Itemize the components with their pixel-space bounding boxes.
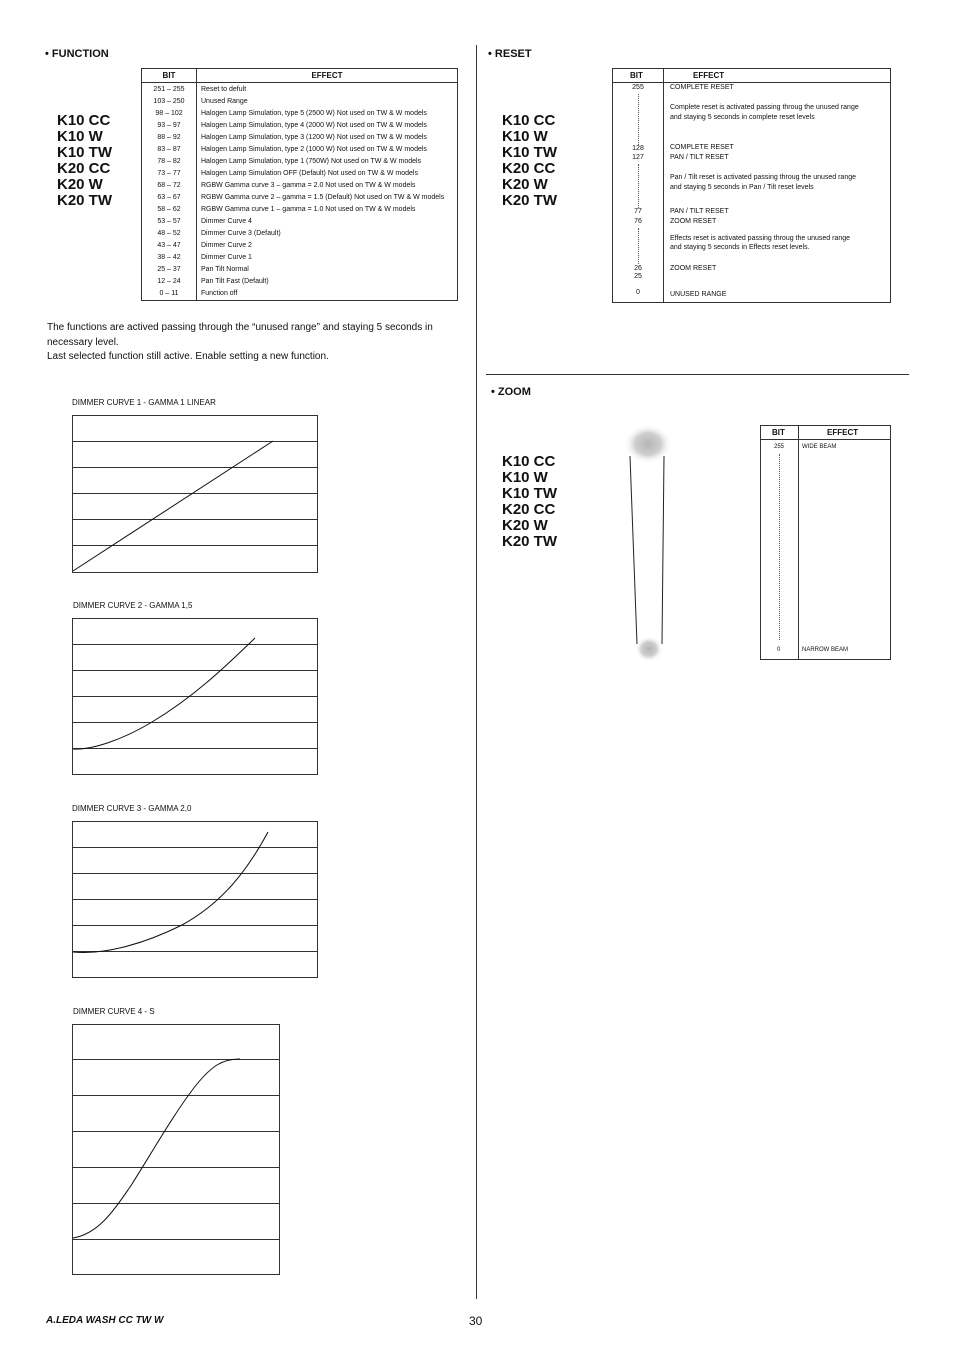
bit-value: 76 <box>634 218 642 225</box>
bit-column-header: BIT <box>142 69 197 83</box>
model-label: K20 TW <box>502 533 558 550</box>
table-row <box>142 167 458 179</box>
table-row <box>142 131 458 143</box>
model-label: K10 CC <box>502 112 556 129</box>
curve-4-caption: DIMMER CURVE 4 - S <box>73 1007 155 1016</box>
bit-cell: 58 – 62 <box>142 203 197 215</box>
bit-cell: 48 – 52 <box>142 228 197 240</box>
effect-label: COMPLETE RESET <box>670 144 734 151</box>
model-label: K10 W <box>57 128 103 145</box>
range-dots <box>638 164 639 208</box>
model-label: K10 CC <box>502 453 556 470</box>
effect-note: Effects reset is activated passing throug the unused range <box>670 235 851 242</box>
bit-cell: 53 – 57 <box>142 216 197 228</box>
effect-cell: Pan Tilt Normal <box>201 266 249 274</box>
table-row <box>142 240 458 252</box>
bit-cell: 38 – 42 <box>142 252 197 264</box>
bit-value: 77 <box>634 208 642 215</box>
table-header-row <box>613 69 890 83</box>
table-row <box>142 95 458 107</box>
model-label: K10 W <box>502 128 548 145</box>
zoom-section-title: • ZOOM <box>491 386 531 398</box>
effect-cell: Halogen Lamp Simulation, type 4 (2000 W) Not used on TW & W models <box>201 121 427 129</box>
model-label: K10 CC <box>57 112 111 129</box>
function-description <box>47 321 467 365</box>
curve-line <box>73 441 273 571</box>
effect-label: COMPLETE RESET <box>670 84 734 91</box>
table-row <box>142 288 458 301</box>
table-row <box>142 179 458 191</box>
reset-table <box>612 68 891 303</box>
curve-2-graph <box>72 618 318 775</box>
curve-line <box>73 832 268 953</box>
effect-cell: Dimmer Curve 2 <box>201 242 252 250</box>
bit-value: 127 <box>632 154 644 161</box>
effect-cell: Unused Range <box>201 97 248 105</box>
curve-3-graph <box>72 821 318 978</box>
curve-line <box>73 638 255 749</box>
bit-value: 25 <box>634 273 642 280</box>
effect-column-header: EFFECT <box>197 69 458 83</box>
bit-value: 128 <box>632 145 644 152</box>
effect-label: UNUSED RANGE <box>670 291 727 298</box>
bit-cell: 88 – 92 <box>142 131 197 143</box>
page-number: 30 <box>469 1314 483 1328</box>
model-label: K20 CC <box>57 160 111 177</box>
curve-2-caption: DIMMER CURVE 2 - GAMMA 1,5 <box>73 601 193 610</box>
model-label: K20 W <box>502 176 548 193</box>
effect-cell: Halogen Lamp Simulation, type 2 (1000 W) Not used on TW & W models <box>201 145 427 153</box>
effect-cell: Halogen Lamp Simulation OFF (Default) Not used on TW & W models <box>201 169 418 177</box>
section-divider <box>486 374 909 375</box>
effect-label: ZOOM RESET <box>670 265 717 272</box>
effect-label: NARROW BEAM <box>802 647 849 653</box>
range-dots <box>638 94 639 145</box>
zoom-table <box>760 425 891 660</box>
effect-note: Pan / Tilt reset is activated passing throug the unused range <box>670 174 857 181</box>
model-label: K20 CC <box>502 501 556 518</box>
narrow-beam-spot-icon <box>635 636 663 662</box>
effect-column-header: EFFECT <box>693 71 725 80</box>
function-table <box>141 68 458 301</box>
column-divider <box>798 426 799 659</box>
bit-cell: 93 – 97 <box>142 119 197 131</box>
model-label: K20 TW <box>57 192 113 209</box>
bit-cell: 43 – 47 <box>142 240 197 252</box>
table-row <box>142 107 458 119</box>
table-header-row <box>761 426 890 440</box>
curve-3-caption: DIMMER CURVE 3 - GAMMA 2,0 <box>72 804 192 813</box>
model-label: K10 TW <box>57 144 113 161</box>
table-row <box>142 203 458 215</box>
reset-section-title: • RESET <box>488 48 532 60</box>
range-dots <box>638 228 639 264</box>
effect-label: PAN / TILT RESET <box>670 154 729 161</box>
bit-column-header: BIT <box>630 71 643 80</box>
effect-note: and staying 5 seconds in Effects reset levels. <box>670 244 810 251</box>
column-divider <box>476 45 477 1299</box>
effect-column-header: EFFECT <box>827 428 859 437</box>
model-label: K20 TW <box>502 192 558 209</box>
effect-label: PAN / TILT RESET <box>670 208 729 215</box>
bit-cell: 103 – 250 <box>142 95 197 107</box>
curve-4-graph <box>72 1024 280 1275</box>
effect-note: Complete reset is activated passing throug the unused range <box>670 104 859 111</box>
effect-cell: Halogen Lamp Simulation, type 3 (1200 W) Not used on TW & W models <box>201 133 427 141</box>
effect-cell: Pan Tilt Fast (Default) <box>201 278 269 286</box>
effect-note: and staying 5 seconds in complete reset levels <box>670 114 815 121</box>
bit-cell: 63 – 67 <box>142 191 197 203</box>
bit-cell: 25 – 37 <box>142 264 197 276</box>
wide-beam-spot-icon <box>624 424 672 464</box>
table-row <box>142 276 458 288</box>
effect-cell: RGBW Gamma curve 1 – gamma = 1.0 Not used on TW & W models <box>201 205 416 213</box>
model-label: K10 TW <box>502 144 558 161</box>
effect-label: WIDE BEAM <box>802 444 837 450</box>
beam-edge-line <box>662 456 664 644</box>
curve-line <box>73 1059 240 1238</box>
table-header-row <box>142 69 458 83</box>
bit-cell: 68 – 72 <box>142 179 197 191</box>
description-line: The functions are actived passing through the “unused range” and staying 5 seconds in necessary level. <box>47 322 433 348</box>
beam-edge-line <box>630 456 637 644</box>
effect-cell: Dimmer Curve 4 <box>201 218 252 226</box>
table-row <box>142 119 458 131</box>
table-row <box>142 143 458 155</box>
table-row <box>142 191 458 203</box>
effect-cell: RGBW Gamma curve 3 – gamma = 2.0 Not used on TW & W models <box>201 181 416 189</box>
bit-cell: 83 – 87 <box>142 143 197 155</box>
effect-cell: Halogen Lamp Simulation, type 5 (2500 W) Not used on TW & W models <box>201 109 427 117</box>
effect-cell: Reset to defult <box>201 85 247 93</box>
effect-cell: Dimmer Curve 1 <box>201 254 252 262</box>
zoom-model-list <box>502 454 557 550</box>
effect-cell: Function off <box>201 290 238 298</box>
effect-label: ZOOM RESET <box>670 218 717 225</box>
bit-cell: 78 – 82 <box>142 155 197 167</box>
model-label: K20 CC <box>502 160 556 177</box>
bit-cell: 98 – 102 <box>142 107 197 119</box>
model-label: K10 TW <box>502 485 558 502</box>
description-line: Last selected function still active. Enable setting a new function. <box>47 351 329 362</box>
effect-cell: RGBW Gamma curve 2 – gamma = 1.5 (Default) Not used on TW & W models <box>201 193 445 201</box>
bit-value: 0 <box>636 289 640 296</box>
table-row <box>142 216 458 228</box>
column-divider <box>663 69 664 302</box>
table-row <box>142 155 458 167</box>
bit-value: 0 <box>777 647 781 653</box>
reset-model-list <box>502 113 557 209</box>
curve-1-graph <box>72 415 318 573</box>
bit-value: 26 <box>634 265 642 272</box>
bit-column-header: BIT <box>772 428 785 437</box>
bit-cell: 0 – 11 <box>142 288 197 301</box>
table-row <box>142 264 458 276</box>
table-row <box>142 228 458 240</box>
effect-note: and staying 5 seconds in Pan / Tilt reset levels <box>670 184 814 191</box>
bit-cell: 73 – 77 <box>142 167 197 179</box>
model-label: K20 W <box>502 517 548 534</box>
function-model-list <box>57 113 112 209</box>
bit-cell: 12 – 24 <box>142 276 197 288</box>
curve-1-caption: DIMMER CURVE 1 - GAMMA 1 LINEAR <box>72 398 216 407</box>
model-label: K10 W <box>502 469 548 486</box>
bit-cell: 251 – 255 <box>142 83 197 96</box>
range-dots <box>779 454 780 640</box>
bit-value: 255 <box>774 444 785 450</box>
footer-brand: A.LEDA WASH CC TW W <box>46 1315 164 1326</box>
table-row <box>142 83 458 96</box>
table-row <box>142 252 458 264</box>
effect-cell: Halogen Lamp Simulation, type 1 (750W) Not used on TW & W models <box>201 157 422 165</box>
zoom-beam-illustration <box>618 420 678 666</box>
effect-cell: Dimmer Curve 3 (Default) <box>201 230 281 238</box>
function-section-title: • FUNCTION <box>45 48 109 60</box>
bit-value: 255 <box>632 84 644 91</box>
model-label: K20 W <box>57 176 103 193</box>
